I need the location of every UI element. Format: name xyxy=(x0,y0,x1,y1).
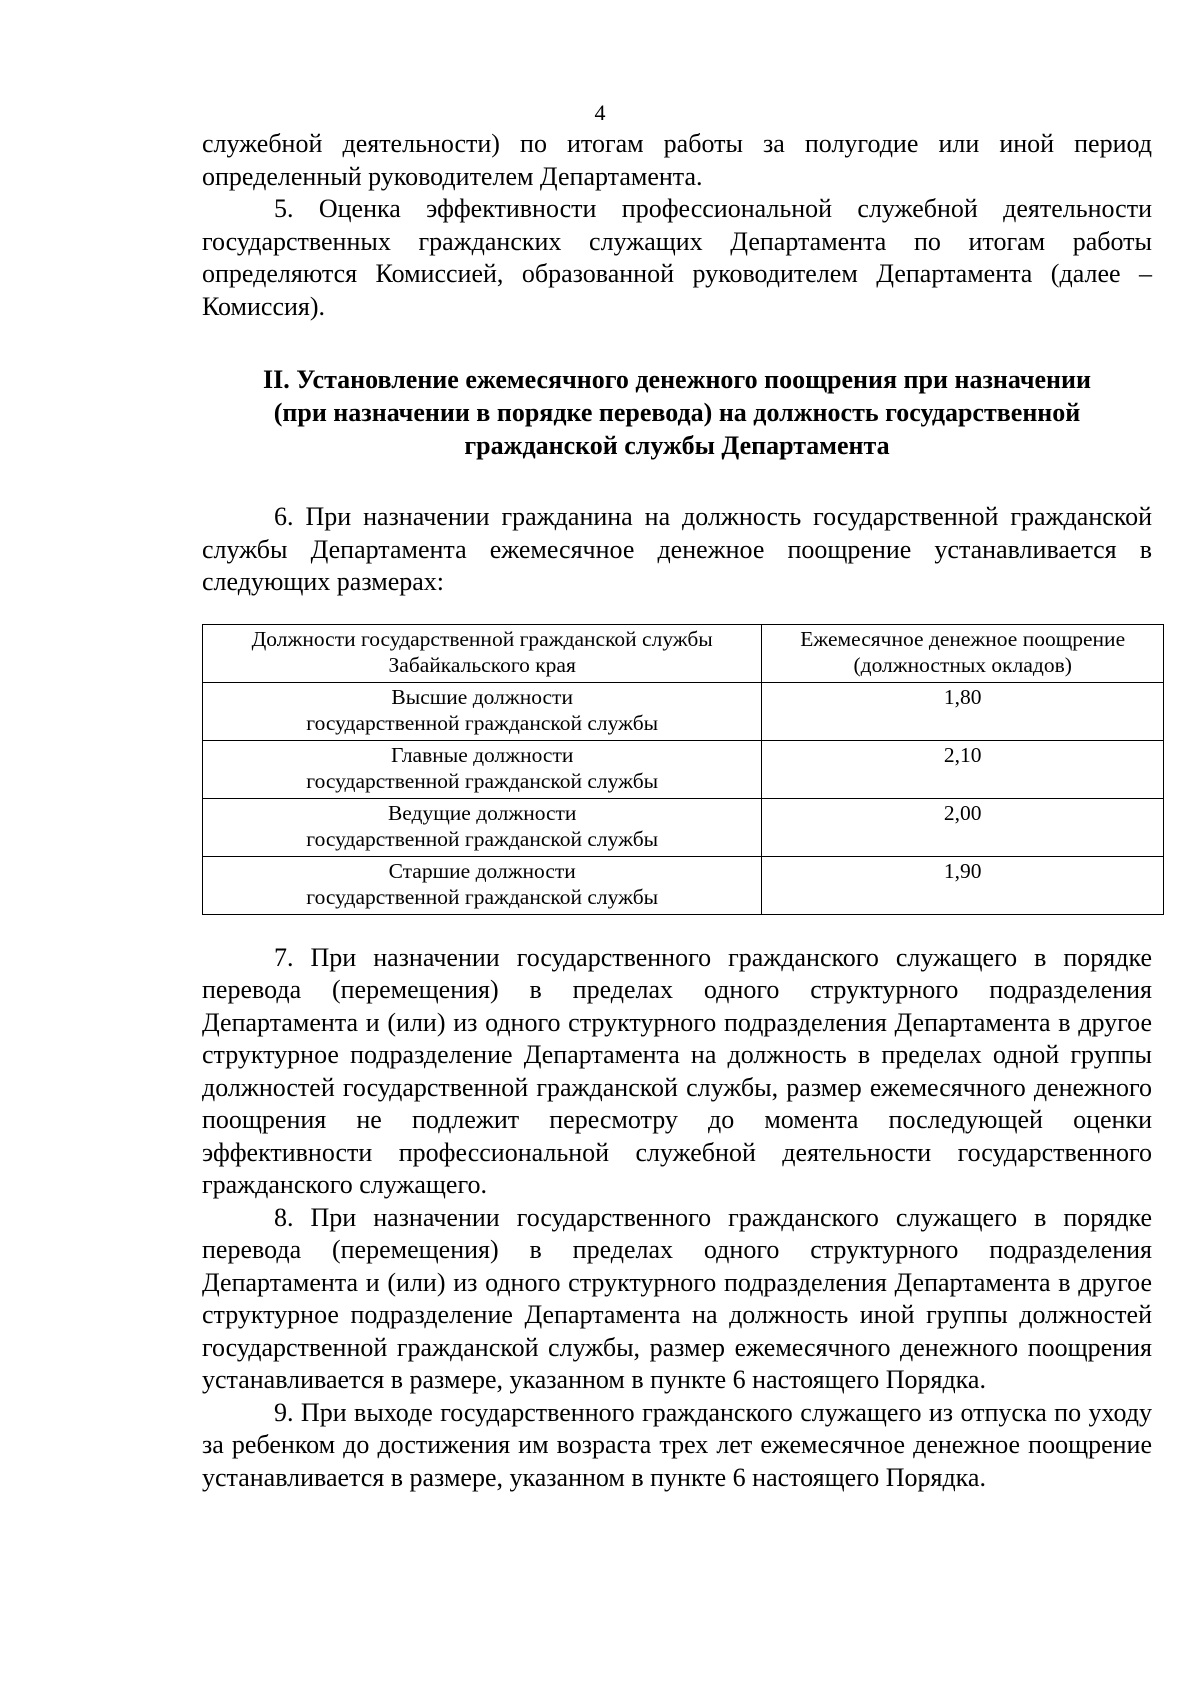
paragraph-continuation: служебной деятельности) по итогам работы за полугодие или иной период определенный руководителем Департамента. xyxy=(202,129,1152,191)
position-cell xyxy=(203,856,762,914)
position-line: Высшие должности xyxy=(391,684,573,709)
value-cell: 2,00 xyxy=(762,798,1164,856)
table-row xyxy=(203,798,1164,856)
page-number: 4 xyxy=(594,100,606,125)
paragraph-6: 6. При назначении гражданина на должность государственной гражданской службы Департамента ежемесячное денежное поощрение устанавливается в следующих размерах: xyxy=(202,502,1152,596)
table-header-row xyxy=(203,624,1164,682)
position-line: Главные должности xyxy=(391,742,574,767)
position-cell xyxy=(203,798,762,856)
position-cell xyxy=(203,740,762,798)
position-line: Ведущие должности xyxy=(387,800,577,825)
section-heading-line-2: (при назначении в порядке перевода) на должность государственной xyxy=(273,398,1081,427)
document-body xyxy=(202,128,1152,1494)
paragraph-5: 5. Оценка эффективности профессиональной служебной деятельности государственных гражданских служащих Департамента по итогам работы определяются Комиссией, образованной руководителем Департамента (далее – Комиссия). xyxy=(202,194,1152,321)
position-line: государственной гражданской службы xyxy=(306,827,659,851)
header-line: Должности государственной гражданской службы xyxy=(251,626,713,651)
position-line: государственной гражданской службы xyxy=(306,769,659,793)
header-line: Ежемесячное денежное поощрение xyxy=(800,626,1126,651)
value-cell: 1,90 xyxy=(762,856,1164,914)
section-heading-line-1: II. Установление ежемесячного денежного поощрения при назначении xyxy=(263,365,1091,394)
value-cell: 2,10 xyxy=(762,740,1164,798)
position-line: государственной гражданской службы xyxy=(306,885,659,909)
paragraph-7: 7. При назначении государственного гражданского служащего в порядке перевода (перемещения) в пределах одного структурного подразделения Департамента и (или) из одного структурного подразделения Департамента в другое структурное подразделение Департамента на должность в пределах одной группы должностей государственной гражданской службы, размер ежемесячного денежного поощрения не подлежит пересмотру до момента последующей оценки эффективности профессиональной служебной деятельности государственного гражданского служащего. xyxy=(202,942,1152,1199)
table-row xyxy=(203,740,1164,798)
value-cell: 1,80 xyxy=(762,682,1164,740)
paragraph-8: 8. При назначении государственного гражданского служащего в порядке перевода (перемещения) в пределах одного структурного подразделения Департамента и (или) из одного структурного подразделения Департамента в другое структурное подразделение Департамента на должность иной группы должностей государственной гражданской службы, размер ежемесячного денежного поощрения устанавливается в размере, указанном в пункте 6 настоящего Порядка. xyxy=(202,1202,1152,1394)
position-line: государственной гражданской службы xyxy=(306,711,659,735)
table-row xyxy=(203,856,1164,914)
column-header-position xyxy=(203,624,762,682)
paragraph-9: 9. При выходе государственного гражданского служащего из отпуска по уходу за ребенком до достижения им возраста трех лет ежемесячное денежное поощрение устанавливается в размере, указанном в пункте 6 настоящего Порядка. xyxy=(202,1397,1152,1492)
header-line: (должностных окладов) xyxy=(853,653,1072,677)
section-heading-line-3: гражданской службы Департамента xyxy=(464,431,890,460)
bonus-rates-table xyxy=(202,624,1164,915)
position-line: Старшие должности xyxy=(388,858,576,883)
position-cell xyxy=(203,682,762,740)
table-row xyxy=(203,682,1164,740)
section-heading xyxy=(202,363,1152,462)
header-line: Забайкальского края xyxy=(388,653,576,677)
column-header-bonus xyxy=(762,624,1164,682)
